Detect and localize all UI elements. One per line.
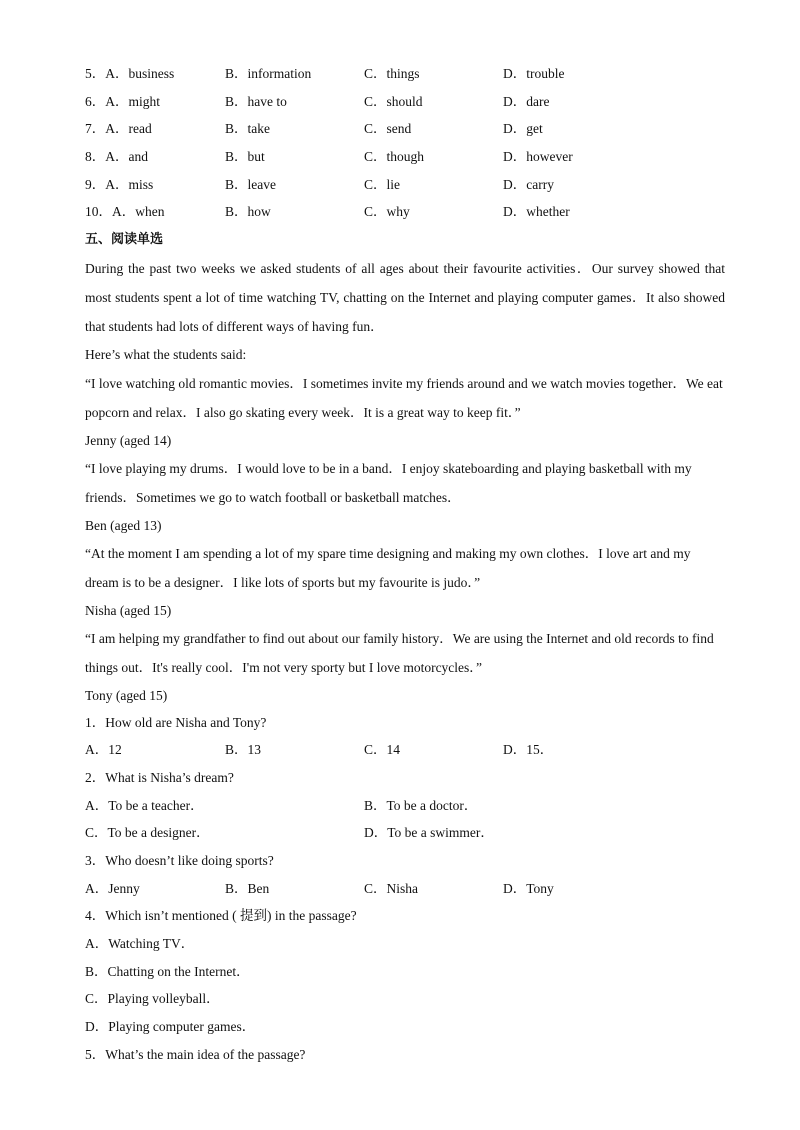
option-c: C．why — [364, 204, 410, 220]
cloze-option-row-8 — [85, 143, 725, 171]
student-quote-nisha: “At the moment I am spending a lot of my spare time designing and making my own clothes．I love art and my dream is to be a designer．I like lots of sports but my favourite is judo．” — [85, 545, 691, 590]
question-1-options — [85, 736, 725, 764]
passage-intro: During the past two weeks we asked students of all ages about their favourite activities．Our survey showed that most students spent a lot of time watching TV, chatting on the Internet and playing computer games．It also showed that students had lots of different ways of having fun． — [85, 260, 725, 334]
option-b: B．information — [225, 66, 312, 81]
option-b: B．take — [225, 121, 270, 137]
option-d: D．15． — [503, 742, 554, 758]
option-c: C．send — [364, 121, 412, 137]
option-a: 10．A．when — [85, 204, 165, 220]
option-a: 5．A．business — [85, 66, 175, 81]
student-name-tony: Tony (aged 15) — [85, 687, 168, 703]
student-name-nisha: Nisha (aged 15) — [85, 602, 172, 618]
option-d: D．To be a swimmer． — [364, 825, 494, 841]
question-1-stem: 1．How old are Nisha and Tony? — [85, 714, 267, 730]
passage-lead: Here’s what the students said: — [85, 346, 247, 362]
option-a: 8．A．and — [85, 149, 148, 165]
option-c: C．things — [364, 66, 420, 81]
student-quote-tony: “I am helping my grandfather to find out about our family history．We are using the Internet and old records to find things out．It's really cool．I'm not very sporty but I love motorcycles．” — [85, 630, 714, 675]
student-quote-jenny: “I love watching old romantic movies．I sometimes invite my friends around and we watch movies together．We eat popcorn and relax．I also go skating every week．It is a great way to keep fit．” — [85, 375, 723, 420]
option-b: B．how — [225, 204, 271, 220]
option-c: C．lie — [364, 176, 400, 192]
option-d: D．trouble — [503, 66, 565, 81]
option-c: C．To be a designer． — [85, 825, 210, 841]
cloze-option-row-9 — [85, 171, 725, 199]
option-c: C．Nisha — [364, 880, 418, 896]
option-a: 9．A．miss — [85, 176, 154, 192]
question-4-option-b: B．Chatting on the Internet． — [85, 963, 250, 979]
reading-passage — [85, 254, 725, 709]
option-b: B．but — [225, 149, 265, 165]
student-name-ben: Ben (aged 13) — [85, 517, 162, 533]
option-d: D．get — [503, 121, 543, 137]
question-3-stem: 3．Who doesn’t like doing sports? — [85, 852, 274, 868]
question-4-option-a: A．Watching TV． — [85, 936, 195, 951]
student-quote-ben: “I love playing my drums．I would love to be in a band．I enjoy skateboarding and playing basketball with my friends．Sometimes we go to watch football or basketball matches． — [85, 460, 692, 505]
worksheet-page — [85, 60, 725, 1068]
option-d: D．Tony — [503, 880, 554, 896]
cloze-option-row-7 — [85, 115, 725, 143]
question-4-option-c: C．Playing volleyball． — [85, 991, 220, 1007]
option-b: B．leave — [225, 176, 276, 192]
option-d: D．whether — [503, 204, 570, 220]
cloze-option-row-6 — [85, 88, 725, 116]
cloze-options — [85, 60, 725, 226]
option-b: B．Ben — [225, 880, 270, 896]
student-name-jenny: Jenny (aged 14) — [85, 432, 172, 448]
option-a: A．Jenny — [85, 880, 140, 896]
option-a: A．To be a teacher． — [85, 797, 204, 813]
option-a: 7．A．read — [85, 121, 152, 137]
option-b: B．13 — [225, 742, 262, 758]
option-a: A．12 — [85, 742, 122, 758]
question-4-option-d: D．Playing computer games． — [85, 1019, 256, 1035]
cloze-option-row-5 — [85, 60, 725, 88]
question-5-stem: 5．What’s the main idea of the passage? — [85, 1046, 306, 1062]
option-a: 6．A．might — [85, 93, 161, 109]
option-b: B．have to — [225, 93, 287, 109]
option-b: B．To be a doctor． — [364, 797, 478, 813]
option-d: D．carry — [503, 176, 554, 192]
section-title: 五、阅读单选 — [85, 232, 164, 248]
questions — [85, 709, 725, 1069]
option-d: D．however — [503, 149, 573, 165]
question-2-options-cd — [85, 819, 725, 847]
option-c: C．though — [364, 149, 425, 165]
option-c: C．14 — [364, 742, 401, 758]
question-2-stem: 2．What is Nisha’s dream? — [85, 769, 234, 785]
cloze-option-row-10 — [85, 198, 725, 226]
question-2-options-ab — [85, 792, 725, 820]
question-4-stem: 4．Which isn’t mentioned ( 提到) in the passage? — [85, 908, 357, 924]
option-c: C．should — [364, 93, 423, 109]
option-d: D．dare — [503, 93, 550, 109]
question-3-options — [85, 875, 725, 903]
